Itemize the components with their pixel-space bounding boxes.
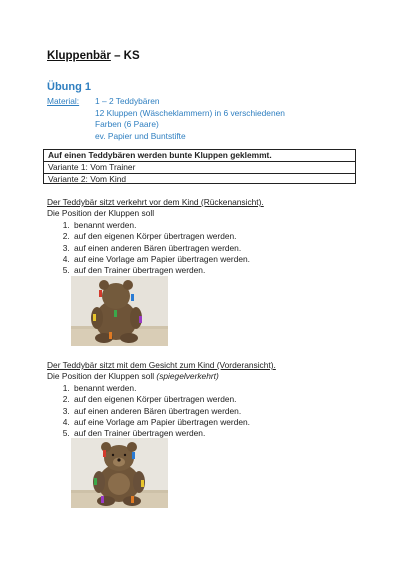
section-question: Die Position der Kluppen soll (spiegelverkehrt) [47, 371, 219, 382]
title-suffix: – KS [110, 50, 140, 62]
section-question: Die Position der Kluppen soll [47, 208, 155, 219]
task-list [47, 383, 276, 440]
section-intro: Der Teddybär sitzt mit dem Gesicht zum Kind (Vorderansicht). [47, 360, 276, 370]
list-item: 5. auf den Trainer übertragen werden. [72, 428, 276, 439]
list-item: 5. auf den Trainer übertragen werden. [72, 265, 264, 276]
list-item: 2. auf den eigenen Körper übertragen werden. [72, 231, 264, 242]
task-box [43, 149, 356, 184]
material-item: ev. Papier und Buntstifte [95, 130, 186, 141]
list-item: 3. auf einen anderen Bären übertragen werden. [72, 406, 276, 417]
list-item: 4. auf eine Vorlage am Papier übertragen werden. [72, 254, 264, 265]
task-list [47, 220, 264, 277]
material-label: Material: [47, 96, 80, 106]
material-item: 1 – 2 Teddybären [95, 96, 160, 106]
variant-1: Variante 1: Vom Trainer [44, 162, 355, 174]
section-front-view [47, 360, 276, 440]
title-main: Kluppenbär [47, 50, 111, 62]
task-heading: Auf einen Teddybären werden bunte Kluppen geklemmt. [44, 150, 355, 162]
list-item: 1. benannt werden. [72, 220, 264, 231]
section-back-view [47, 197, 264, 277]
list-item: 4. auf eine Vorlage am Papier übertragen werden. [72, 417, 276, 428]
list-item: 3. auf einen anderen Bären übertragen werden. [72, 243, 264, 254]
material-item: Farben (6 Paare) [95, 119, 159, 129]
mirror-note: (spiegelverkehrt) [156, 371, 219, 382]
variant-2: Variante 2: Vom Kind [48, 174, 127, 185]
material-list [95, 96, 285, 142]
material-item: 12 Kluppen (Wäscheklammern) in 6 verschiedenen [95, 107, 285, 118]
list-item: 1. benannt werden. [72, 383, 276, 394]
teddy-back-photo [71, 276, 168, 346]
teddy-front-photo [71, 438, 168, 508]
list-item: 2. auf den eigenen Körper übertragen werden. [72, 394, 276, 405]
exercise-heading: Übung 1 [47, 81, 91, 93]
section-intro: Der Teddybär sitzt verkehrt vor dem Kind (Rückenansicht). [47, 197, 264, 207]
page-title [47, 50, 140, 62]
